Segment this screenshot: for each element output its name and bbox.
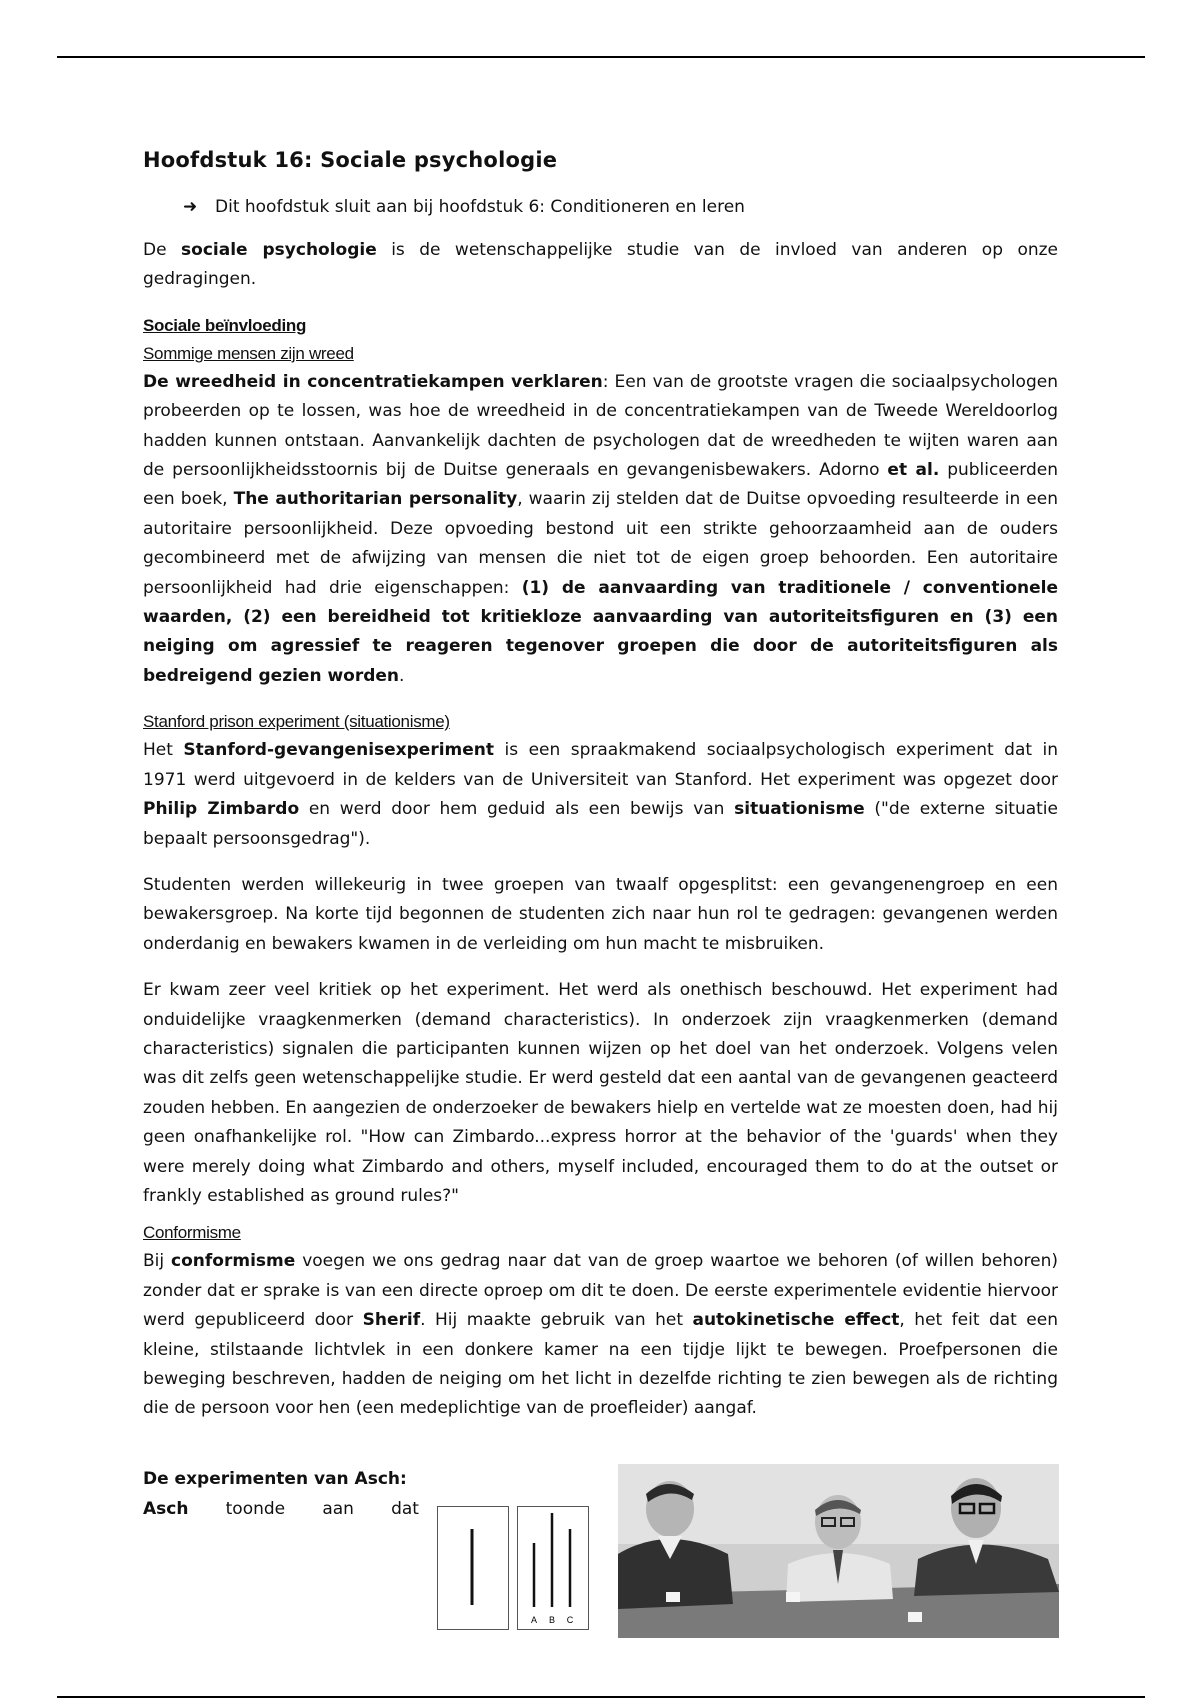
- stanford1-text-1: Het: [143, 740, 184, 761]
- intro-paragraph: [143, 236, 1058, 295]
- subheading-conformisme: Conformisme: [143, 1223, 241, 1243]
- asch-experiment-photo: [618, 1464, 1059, 1638]
- arrow-right-icon: ➜: [183, 197, 198, 217]
- asch-heading: De experimenten van Asch:: [143, 1468, 407, 1489]
- asch-line-2: [143, 1494, 419, 1524]
- reference-line-card: [437, 1506, 509, 1630]
- stanford1-text-4: ("de externe situatie bepaalt persoonsgedrag").: [143, 799, 1058, 849]
- asch-word-1: Asch: [143, 1498, 189, 1519]
- paragraph-conformisme: [143, 1247, 1058, 1423]
- stanford1-text-2: is een spraakmakend sociaalpsychologisch experiment dat in 1971 werd uitgevoerd in de kelders van de Universiteit van Stanford. Het experiment was opgezet door: [143, 740, 1059, 790]
- asch-text: [143, 1464, 419, 1524]
- asch-word-4: dat: [391, 1498, 419, 1519]
- conform-text-1: Bij: [143, 1251, 172, 1272]
- stanford1-text-3: en werd door hem geduid als een bewijs van: [299, 799, 735, 820]
- conform-text-4: , het feit dat een kleine, stilstaande lichtvlek in een donkere kamer na een tijdje lijkt te bewegen. Proefpersonen die beweging beschreven, hadden de neiging om het licht in dezelfde richting te zien bewegen als de richting die de persoon voor hen (een medeplichtige van de proefleider) aangaf.: [143, 1310, 1058, 1419]
- asch-section: [143, 1464, 1058, 1644]
- intro-prefix: De: [143, 240, 167, 260]
- label-a: A: [530, 1614, 538, 1625]
- bottom-rule: [57, 1696, 1145, 1698]
- asch-word-3: aan: [322, 1498, 354, 1519]
- label-b: B: [548, 1614, 556, 1625]
- cruelty-book-title: The authoritarian personality: [233, 489, 518, 510]
- conform-text-3: . Hij maakte gebruik van het: [420, 1310, 693, 1331]
- chapter-title: Hoofdstuk 16: Sociale psychologie: [143, 148, 558, 172]
- arrow-note: [143, 194, 1058, 220]
- cruelty-traits: (1) de aanvaarding van traditionele / conventionele waarden, (2) een bereidheid tot kritiekloze aanvaarding van autoriteitsfiguren en (3) een neiging om agressief te reageren tegenover groepen die door de autoriteitsfiguren als bedreigend gezien worden: [143, 577, 1058, 686]
- paragraph-stanford-3: Er kwam zeer veel kritiek op het experiment. Het werd als onethisch beschouwd. Het experiment had onduidelijke vraagkenmerken (demand characteristics). In onderzoek zijn vraagkenmerken (demand characteristics) signalen die participanten kunnen wijzen op het doel van het onderzoek. Volgens velen was dit zelfs geen wetenschappelijke studie. Er werd gesteld dat een aantal van de gevangenen geacteerd zouden hebben. En aangezien de onderzoeker de bewakers hielp en vertelde wat ze moesten doen, had hij geen onafhankelijke rol. "How can Zimbardo...express horror at the behavior of the 'guards' when they were merely doing what Zimbardo and others, myself included, encouraged them to do at the outset or frankly established as ground rules?": [143, 980, 1058, 1206]
- cruelty-text-4: .: [399, 665, 405, 686]
- cruelty-text-1: : Een van de grootste vragen die sociaalpsychologen probeerden op te lossen, was hoe de wreedheid in de concentratiekampen van de Tweede Wereldoorlog hadden kunnen ontstaan. Aanvankelijk dachten de psychologen dat de wreedheden te wijten waren aan de persoonlijkheidsstoornis bij de Duitse generaals en gevangenisbewakers. Adorno: [143, 371, 1058, 481]
- paragraph-stanford-1: [143, 736, 1058, 854]
- subheading-cruel: Sommige mensen zijn wreed: [143, 343, 354, 363]
- zimbardo-name: Philip Zimbardo: [143, 799, 300, 820]
- paragraph-cruelty: [143, 368, 1058, 691]
- cruelty-text-2: publiceerden een boek,: [143, 460, 1058, 510]
- paragraph-stanford-2: Studenten werden willekeurig in twee groepen van twaalf opgesplitst: een gevangenengroep en een bewakersgroep. Na korte tijd begonnen de studenten zich naar hun rol te gedragen: gevangenen werden onderdanig en bewakers kwamen in de verleiding om hun macht te misbruiken.: [143, 874, 1058, 954]
- stanford-term: Stanford-gevangenisexperiment: [183, 740, 495, 761]
- asch-word-2: toonde: [225, 1498, 286, 1519]
- intro-rest: is de wetenschappelijke studie van de invloed van anderen op onze gedragingen.: [143, 240, 1058, 290]
- top-rule: [57, 56, 1145, 58]
- situationisme-term: situationisme: [734, 799, 865, 820]
- conform-text-2: voegen we ons gedrag naar dat van de groep waartoe we behoren (of willen behoren) zonder dat er sprake is van een directe oproep om dit te doen. De eerste experimentele evidentie hiervoor werd gepubliceerd door: [143, 1251, 1058, 1331]
- arrow-note-text: Dit hoofdstuk sluit aan bij hoofdstuk 6: Conditioneren en leren: [215, 197, 745, 217]
- conformisme-term: conformisme: [171, 1251, 296, 1272]
- cruelty-bold-1: et al.: [887, 460, 940, 481]
- cruelty-lead: De wreedheid in concentratiekampen verklaren: [143, 371, 603, 392]
- document-page: [143, 148, 1058, 1644]
- section-heading-influence: Sociale beïnvloeding: [143, 315, 307, 335]
- subheading-stanford: Stanford prison experiment (situationisme): [143, 712, 450, 732]
- sherif-name: Sherif: [362, 1310, 421, 1331]
- intro-term: sociale psychologie: [181, 240, 377, 260]
- label-c: C: [566, 1614, 574, 1625]
- cruelty-text-3: , waarin zij stelden dat de Duitse opvoeding resulteerde in een autoritaire persoonlijkheid. Deze opvoeding bestond uit een strikte gehoorzaamheid aan de ouders gecombineerd met de afwijzing van mensen die niet tot de eigen groep behoorden. Een autoritaire persoonlijkheid had drie eigenschappen:: [143, 489, 1058, 598]
- autokinetic-term: autokinetische effect: [692, 1310, 900, 1331]
- comparison-lines-card: [517, 1506, 589, 1630]
